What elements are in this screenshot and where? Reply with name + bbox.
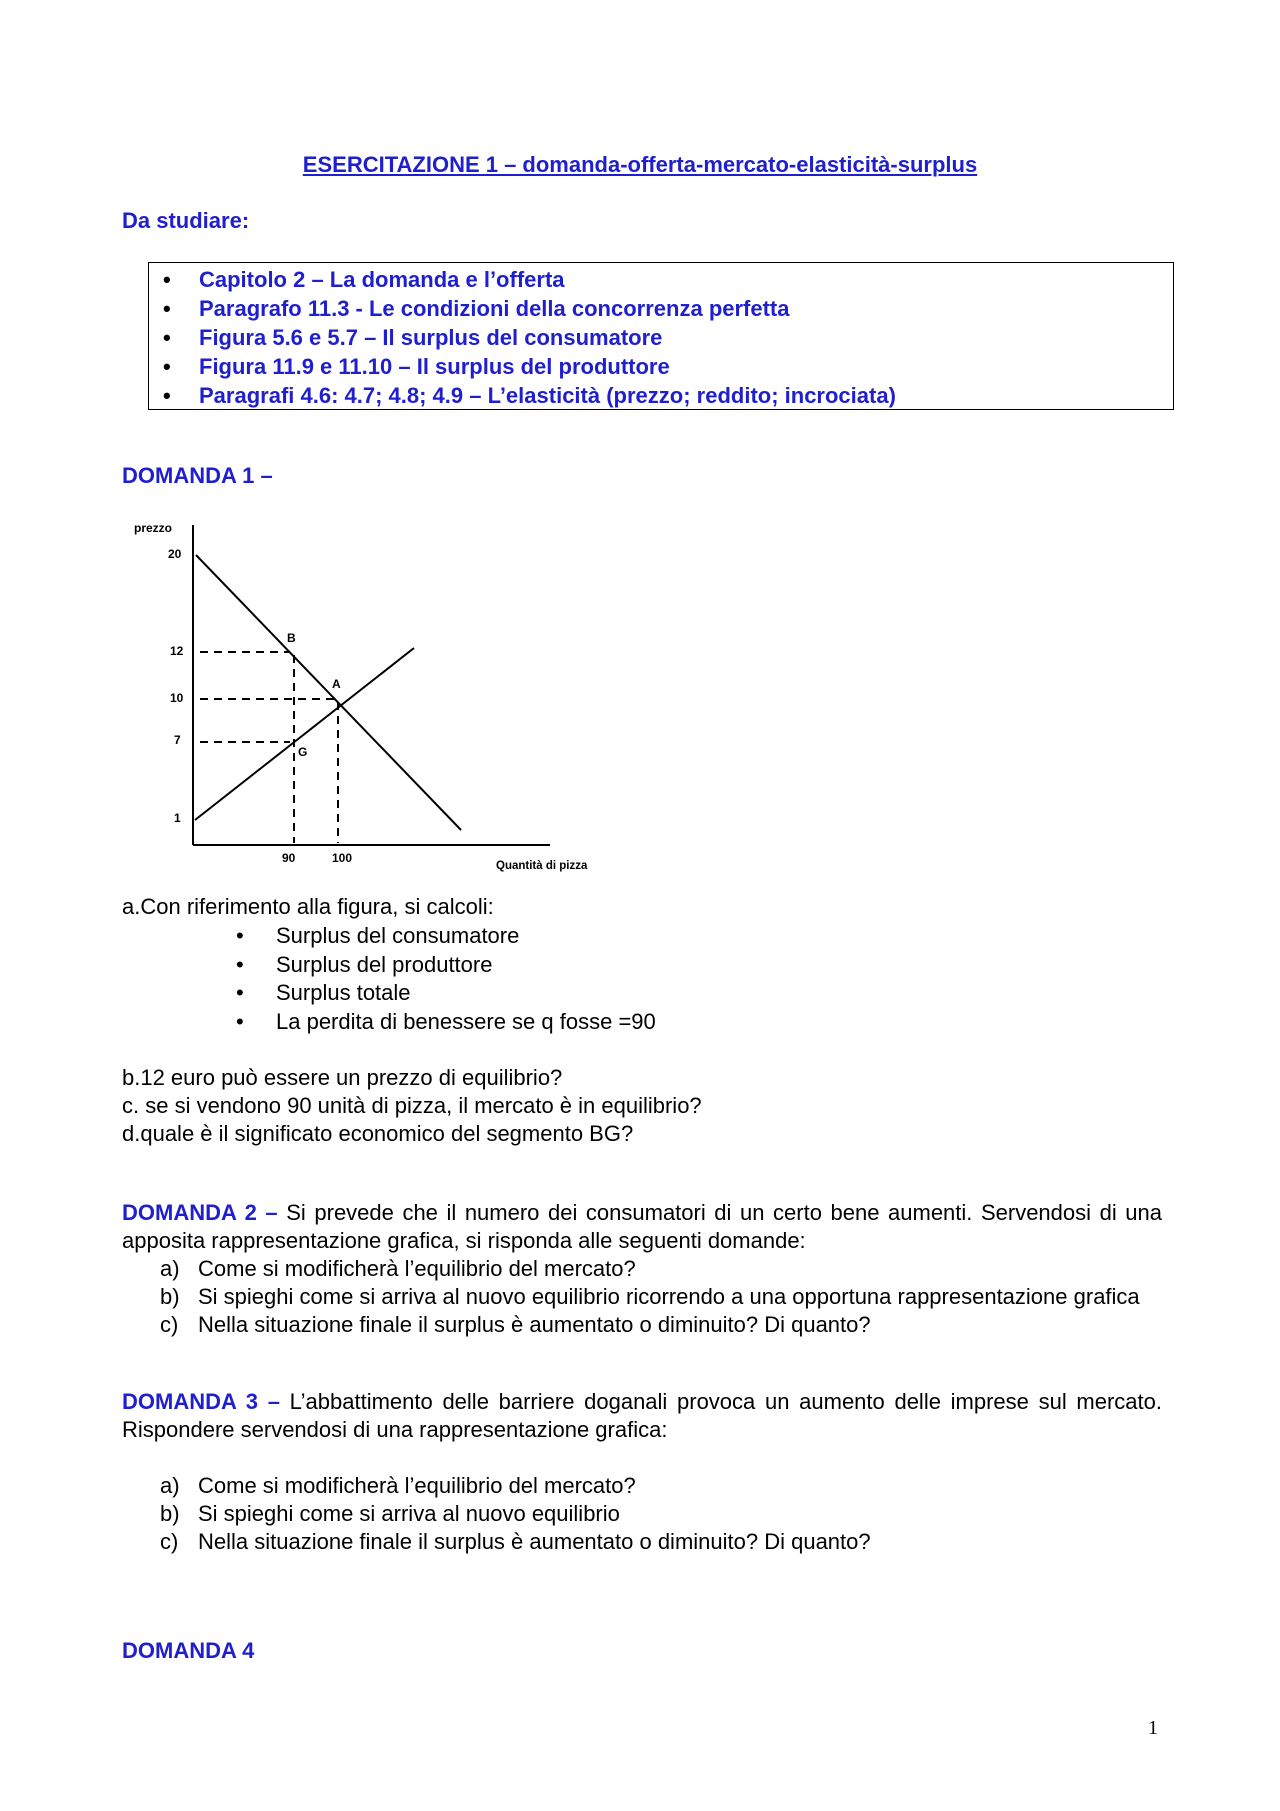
y-tick-12: 12	[170, 644, 184, 658]
point-b-label: B	[287, 631, 296, 645]
study-item: • Figura 11.9 e 11.10 – Il surplus del produttore	[163, 354, 670, 379]
list-item: • Surplus del consumatore	[236, 922, 656, 951]
supply-demand-figure	[120, 515, 620, 885]
x-axis-label: Quantità di pizza	[496, 860, 588, 872]
list-item: • Surplus del produttore	[236, 951, 656, 980]
bullet-icon: •	[236, 980, 244, 1005]
q2-paragraph	[122, 1199, 1162, 1255]
study-box	[148, 262, 1174, 410]
q3-paragraph	[122, 1388, 1162, 1444]
page-number: 1	[1148, 1717, 1158, 1739]
bullet-icon: •	[163, 267, 171, 292]
list-item: b) Si spieghi come si arriva al nuovo equilibrio ricorrendo a una opportuna rappresentazione grafica	[160, 1284, 1140, 1309]
y-axis-label: prezzo	[134, 521, 173, 535]
study-item: • Figura 5.6 e 5.7 – Il surplus del consumatore	[163, 325, 663, 350]
y-tick-10: 10	[170, 691, 184, 705]
supply-curve	[195, 648, 414, 820]
q1-list	[236, 922, 656, 1036]
page-title: ESERCITAZIONE 1 – domanda-offerta-mercato-elasticità-surplus	[302, 152, 978, 177]
list-item: b) Si spieghi come si arriva al nuovo equilibrio	[160, 1501, 620, 1526]
q4-heading: DOMANDA 4	[122, 1638, 255, 1663]
q1-d: d.quale è il significato economico del segmento BG?	[122, 1121, 634, 1146]
q1-heading: DOMANDA 1 –	[122, 463, 273, 488]
q3-list	[122, 1472, 1162, 1556]
q3-text: L’abbattimento delle barriere doganali provoca un aumento delle imprese sul mercato. Rispondere servendosi di una rappresentazione grafica:	[122, 1389, 1162, 1442]
bullet-icon: •	[236, 923, 244, 948]
bullet-icon: •	[163, 383, 171, 408]
point-g-label: G	[298, 745, 308, 759]
q2-list	[122, 1255, 1162, 1339]
y-tick-7: 7	[174, 733, 181, 747]
q2-text: Si prevede che il numero dei consumatori di un certo bene aumenti. Servendosi di una apposita rappresentazione grafica, si risponda alle seguenti domande:	[122, 1200, 1162, 1253]
y-tick-1: 1	[174, 811, 181, 825]
bullet-icon: •	[163, 296, 171, 321]
bullet-icon: •	[236, 1008, 244, 1034]
list-item: a) Come si modificherà l’equilibrio del mercato?	[160, 1256, 636, 1281]
q1-c: c. se si vendono 90 unità di pizza, il mercato è in equilibrio?	[122, 1093, 702, 1118]
q3-heading: DOMANDA 3 –	[122, 1389, 280, 1414]
list-item: c) Nella situazione finale il surplus è aumentato o diminuito? Di quanto?	[160, 1312, 871, 1337]
study-heading: Da studiare:	[122, 208, 250, 233]
x-tick-100: 100	[332, 851, 353, 865]
study-item: • Capitolo 2 – La domanda e l’offerta	[163, 267, 565, 292]
list-item: a) Come si modificherà l’equilibrio del mercato?	[160, 1473, 636, 1498]
y-tick-20: 20	[168, 547, 182, 561]
study-item: • Paragrafi 4.6: 4.7; 4.8; 4.9 – L’elasticità (prezzo; reddito; incrociata)	[163, 383, 896, 408]
bullet-icon: •	[163, 354, 171, 379]
list-item: • Surplus totale	[236, 979, 656, 1008]
x-tick-90: 90	[282, 851, 296, 865]
bullet-icon: •	[163, 325, 171, 350]
list-item: • La perdita di benessere se q fosse =90	[236, 1008, 656, 1037]
study-item: • Paragrafo 11.3 - Le condizioni della concorrenza perfetta	[163, 296, 790, 321]
point-a-label: A	[332, 677, 341, 691]
q2-heading: DOMANDA 2 –	[122, 1200, 278, 1225]
bullet-icon: •	[236, 951, 244, 977]
q1-b: b.12 euro può essere un prezzo di equilibrio?	[122, 1065, 563, 1090]
list-item: c) Nella situazione finale il surplus è aumentato o diminuito? Di quanto?	[160, 1529, 871, 1554]
q1-intro: a.Con riferimento alla figura, si calcoli:	[122, 894, 494, 919]
